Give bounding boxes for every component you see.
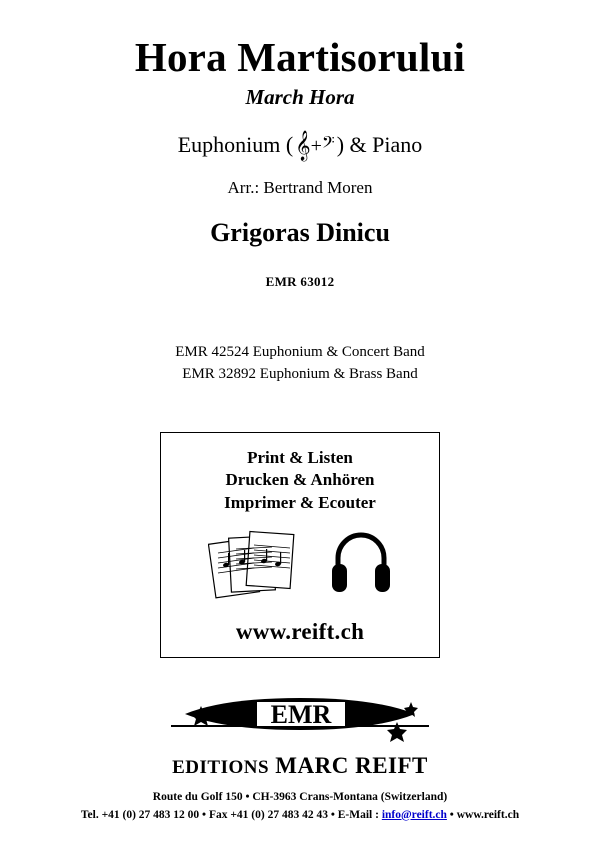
separator: • [327, 808, 338, 821]
clef-plus: + [310, 135, 322, 158]
sheet-music-icon [208, 525, 304, 606]
promo-url[interactable]: www.reift.ch [235, 619, 365, 645]
publisher-marc: MARC [275, 753, 349, 779]
email-label: E-Mail : [337, 808, 382, 821]
composer: Grigoras Dinicu [210, 218, 390, 248]
other-version-item: EMR 32892 Euphonium & Brass Band [182, 365, 418, 382]
publisher-reift: REIFT [355, 753, 428, 779]
publisher-name [172, 753, 428, 779]
headphones-icon [330, 528, 392, 603]
page-title: Hora Martisorului [134, 34, 466, 80]
page-subtitle: March Hora [245, 85, 355, 110]
emr-logo-icon [165, 692, 435, 749]
publisher-editions: EDITIONS [172, 757, 270, 779]
publisher-logo [165, 692, 435, 779]
other-versions [175, 342, 425, 386]
promo-line-en: Print & Listen [247, 447, 353, 467]
promo-box [160, 432, 440, 659]
email-link[interactable]: info@reift.ch [381, 808, 447, 821]
instrumentation-line [177, 131, 423, 161]
publisher-address [81, 789, 519, 824]
clef-group [295, 131, 335, 161]
catalog-reference: EMR 63012 [265, 274, 335, 290]
separator: • [199, 808, 209, 821]
promo-line-de: Drucken & Anhören [225, 470, 375, 490]
instrumentation-prefix: Euphonium ( [177, 132, 294, 158]
separator: • [446, 808, 457, 821]
promo-graphics [208, 525, 392, 605]
promo-line-fr: Imprimer & Ecouter [224, 493, 376, 513]
instrumentation-suffix: ) & Piano [336, 132, 423, 158]
address-line: Route du Golf 150 • CH-3963 Crans-Montana (Switzerland) [152, 791, 448, 804]
bass-clef-icon: 𝄢 [321, 134, 335, 157]
arranger: Arr.: Bertrand Moren [227, 178, 373, 198]
fax: Fax +41 (0) 27 483 42 43 [208, 808, 328, 821]
svg-text:EMR: EMR [270, 700, 332, 730]
contact-line [81, 807, 519, 824]
telephone: Tel. +41 (0) 27 483 12 00 [80, 808, 200, 821]
website[interactable]: www.reift.ch [456, 808, 520, 821]
other-version-item: EMR 42524 Euphonium & Concert Band [175, 344, 425, 361]
treble-clef-icon: 𝄞 [295, 131, 311, 161]
